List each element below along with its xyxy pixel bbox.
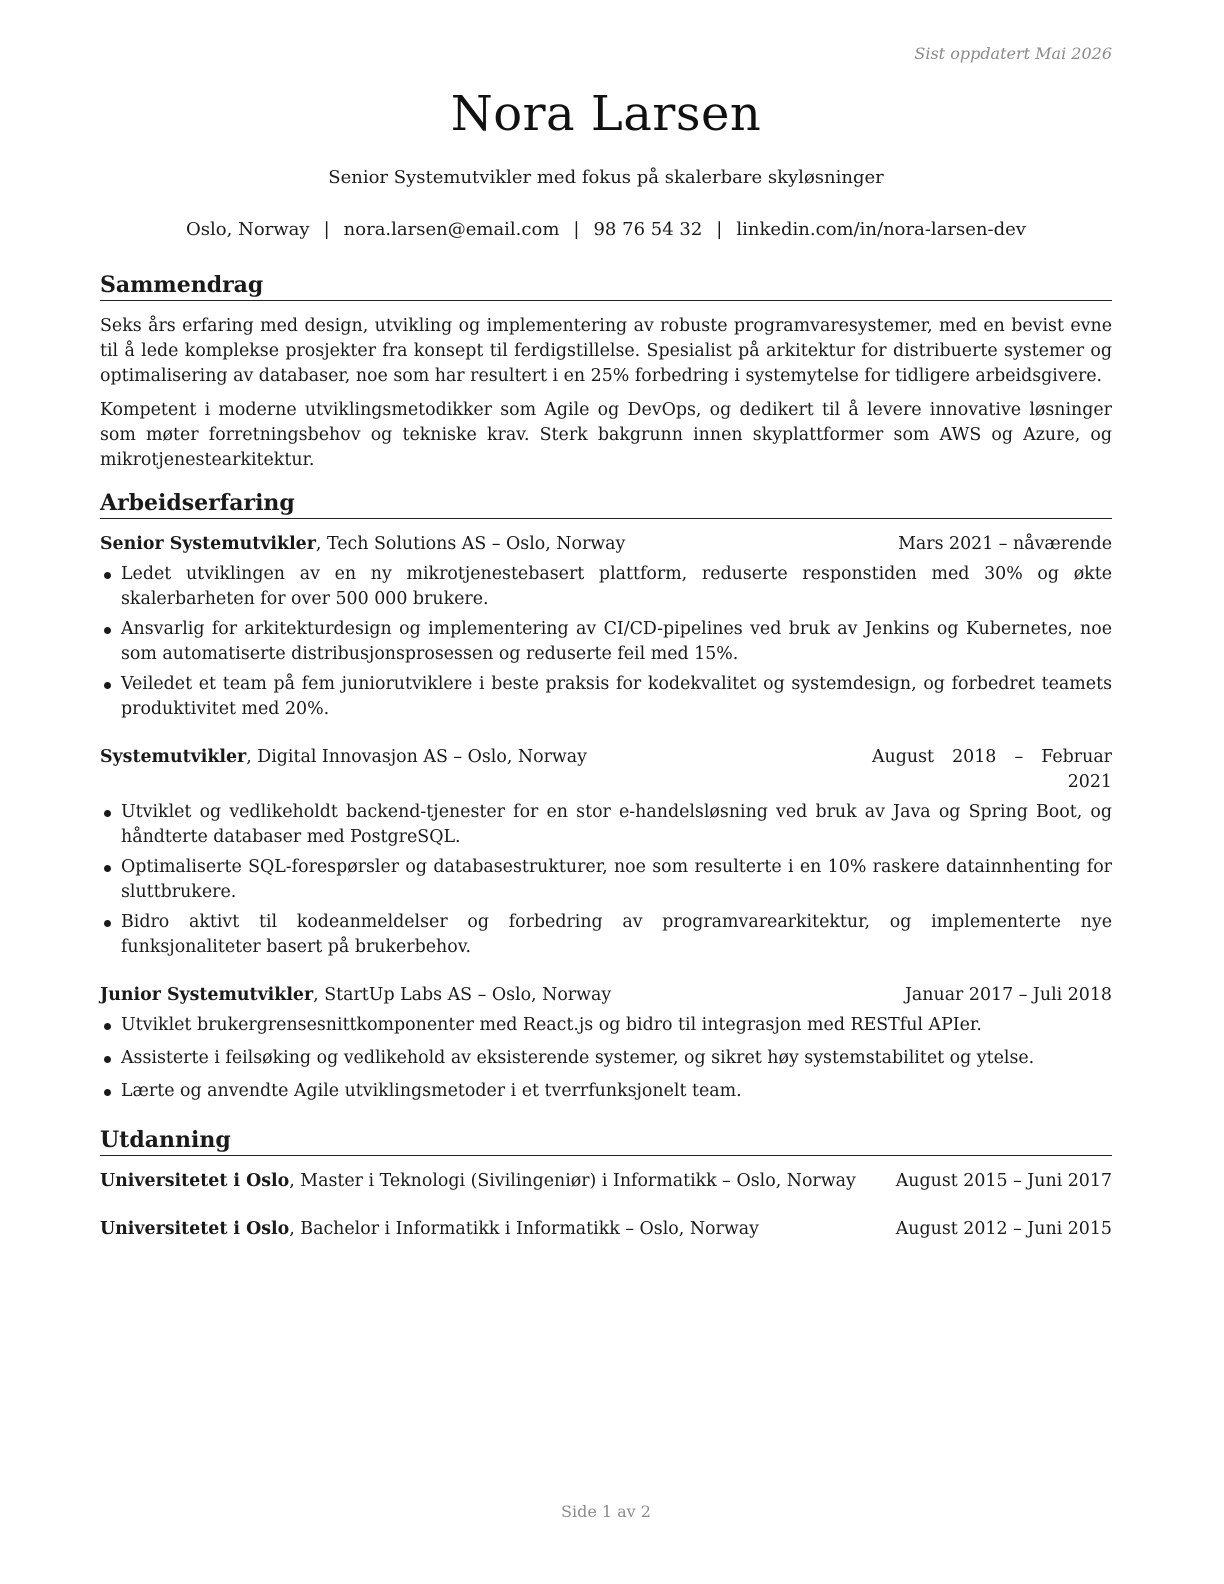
job-header (100, 983, 1112, 1008)
job-title-line (100, 983, 611, 1008)
education-dates: August 2012 – Juni 2015 (895, 1219, 1112, 1239)
job-bullets (100, 1013, 1112, 1104)
summary-paragraph: Seks års erfaring med design, utvikling og implementering av robuste programvaresystemer, med en bevist evne til å lede komplekse prosjekter fra konsept til ferdigstillelse. Spesialist på arkitektur for distribuerte systemer og optimalisering av databaser, noe som har resultert i en 25% forbedring i systemytelse for tidligere arbeidsgivere. (100, 316, 1112, 386)
list-item: Bidro aktivt til kodeanmeldelser og forbedring av programvarearkitektur, og implementerte nye funksjonaliteter basert på brukerbehov. (100, 910, 1112, 960)
education-school: Universitetet i Oslo (100, 1219, 290, 1239)
job-role: Senior Systemutvikler (100, 534, 316, 554)
job-dates: Januar 2017 – Juli 2018 (904, 985, 1112, 1005)
job-title-line (100, 532, 625, 557)
list-item: Optimaliserte SQL-forespørsler og databasestrukturer, noe som resulterte i en 10% raskere datainnhenting for sluttbrukere. (100, 855, 1112, 905)
contact-separator: | (323, 219, 330, 240)
section-title-education: Utdanning (100, 1126, 1112, 1156)
education-degree: , Bachelor i Informatikk i Informatikk – Oslo, Norway (289, 1219, 759, 1239)
last-updated: Sist oppdatert Mai 2026 (914, 44, 1112, 63)
candidate-name: Nora Larsen (450, 86, 762, 142)
summary-paragraph: Kompetent i moderne utviklingsmetodikker som Agile og DevOps, og dedikert til å levere innovative løsninger som møter forretningsbehov og tekniske krav. Sterk bakgrunn innen skyplattformer som AWS og Azure, og mikrotjenestearkitektur. (100, 400, 1112, 470)
education-entry (100, 1217, 1112, 1242)
education-title-line (100, 1217, 759, 1242)
page-number: Side 1 av 2 (561, 1502, 651, 1521)
section-title-experience: Arbeidserfaring (100, 489, 1112, 519)
contact-separator: | (573, 219, 580, 240)
list-item: Veiledet et team på fem juniorutviklere i beste praksis for kodekvalitet og systemdesign, og forbedret teamets produktivitet med 20%. (100, 672, 1112, 722)
job-dates: August 2018 – Februar 2021 (872, 747, 1112, 792)
list-item: Ledet utviklingen av en ny mikrotjenestebasert plattform, reduserte responstiden med 30% og økte skalerbarheten for over 500 000 brukere. (100, 562, 1112, 612)
list-item: Utviklet og vedlikeholdt backend-tjenester for en stor e-handelsløsning ved bruk av Java og Spring Boot, og håndterte databaser med PostgreSQL. (100, 800, 1112, 850)
job-bullets (100, 800, 1112, 960)
job-role: Junior Systemutvikler (100, 985, 314, 1005)
resume-page (100, 0, 1112, 1584)
contact-email[interactable]: nora.larsen@email.com (343, 219, 560, 240)
job-header (100, 532, 1112, 557)
contact-location: Oslo, Norway (186, 219, 310, 240)
contact-phone: 98 76 54 32 (593, 219, 703, 240)
list-item: Assisterte i feilsøking og vedlikehold av eksisterende systemer, og sikret høy systemstabilitet og ytelse. (100, 1046, 1112, 1071)
job-title-line (100, 745, 587, 795)
list-item: Utviklet brukergrensesnittkomponenter med React.js og bidro til integrasjon med RESTful APIer. (100, 1013, 1112, 1038)
job-bullets (100, 562, 1112, 722)
education-title-line (100, 1169, 856, 1194)
education-school: Universitetet i Oslo (100, 1171, 290, 1191)
education-degree: , Master i Teknologi (Sivilingeniør) i Informatikk – Oslo, Norway (289, 1171, 856, 1191)
list-item: Ansvarlig for arkitekturdesign og implementering av CI/CD-pipelines ved bruk av Jenkins og Kubernetes, noe som automatiserte distribusjonsprosessen og reduserte feil med 15%. (100, 617, 1112, 667)
contact-linkedin[interactable]: linkedin.com/in/nora-larsen-dev (736, 219, 1026, 240)
job-role: Systemutvikler (100, 747, 247, 767)
job-company: , Tech Solutions AS – Oslo, Norway (315, 534, 626, 554)
contact-line (100, 219, 1112, 240)
job-header (100, 745, 1112, 795)
section-title-summary: Sammendrag (100, 271, 1112, 301)
education-entry (100, 1169, 1112, 1194)
job-company: , Digital Innovasjon AS – Oslo, Norway (246, 747, 587, 767)
job-dates: Mars 2021 – nåværende (898, 534, 1112, 554)
list-item: Lærte og anvendte Agile utviklingsmetoder i et tverrfunksjonelt team. (100, 1079, 1112, 1104)
tagline: Senior Systemutvikler med fokus på skalerbare skyløsninger (328, 167, 884, 188)
education-dates: August 2015 – Juni 2017 (895, 1171, 1112, 1191)
contact-separator: | (716, 219, 723, 240)
job-company: , StartUp Labs AS – Oslo, Norway (313, 985, 612, 1005)
